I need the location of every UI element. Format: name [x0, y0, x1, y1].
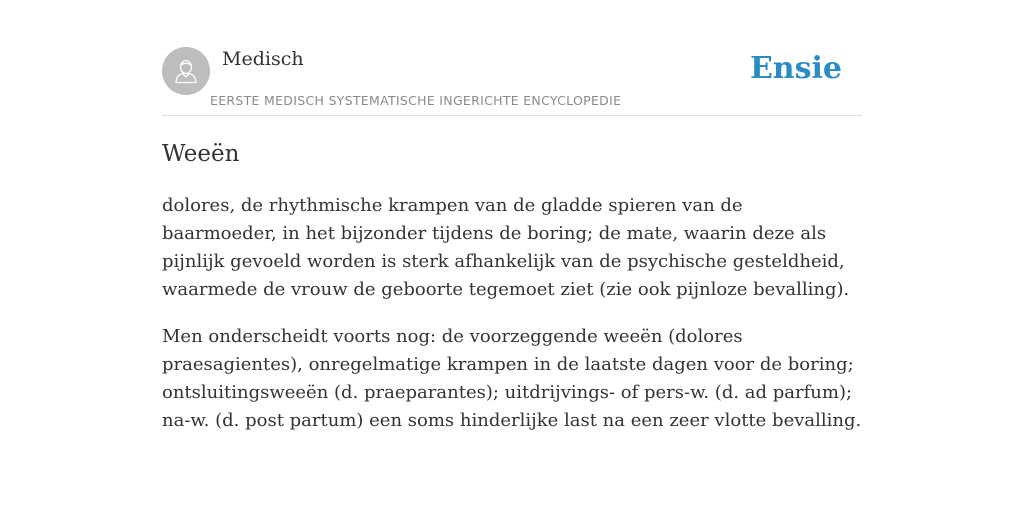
source-name[interactable]: Medisch — [222, 48, 304, 70]
article-body — [162, 192, 862, 454]
source-avatar[interactable] — [162, 47, 210, 95]
article-paragraph: Men onderscheidt voorts nog: de voorzeggende weeën (dolores praesagientes), onregelmatige krampen in de laatste dagen voor de boring; ontsluitingsweeën (d. praeparantes); uitdrijvings- of pers-w. (d. ad parfum); na-w. (d. post partum) een soms hinderlijke last na een zeer vlotte bevalling. — [162, 326, 862, 431]
page-container — [162, 0, 862, 431]
source-header — [162, 0, 862, 116]
article-title: Weeën — [162, 141, 240, 167]
source-description: EERSTE MEDISCH SYSTEMATISCHE INGERICHTE ENCYCLOPEDIE — [210, 93, 622, 108]
ensie-logo-link[interactable]: Ensie — [749, 51, 842, 86]
user-avatar-icon — [162, 47, 210, 95]
article-paragraph: dolores, de rhythmische krampen van de gladde spieren van de baarmoeder, in het bijzonder tijdens de boring; de mate, waarin deze als pijnlijk gevoeld worden is sterk afhankelijk van de psychische gesteldheid, waarmede de vrouw de geboorte tegemoet ziet (zie ook pijnloze bevalling). — [162, 195, 850, 300]
